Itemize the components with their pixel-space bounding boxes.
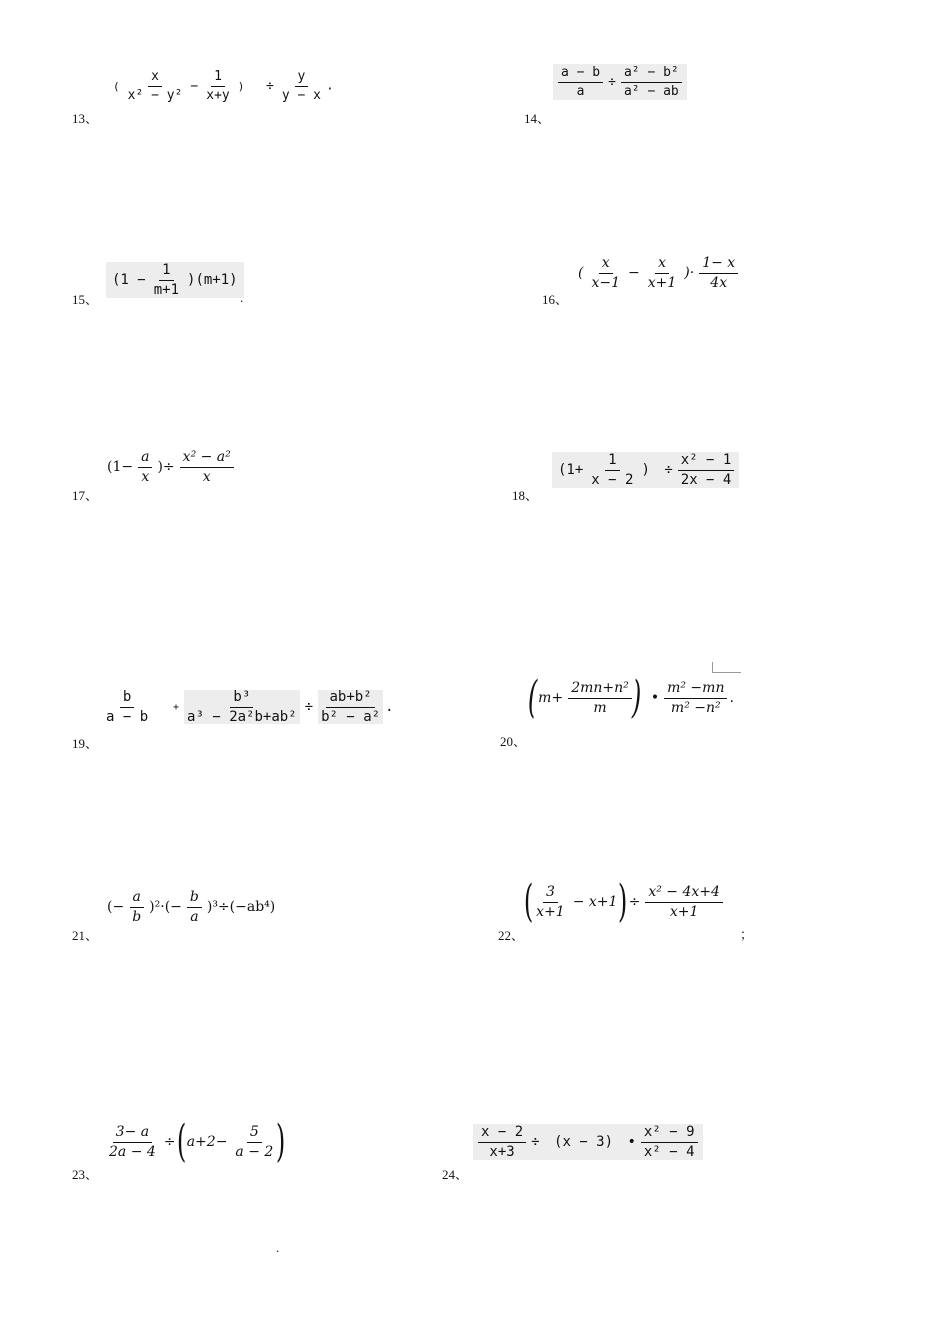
numerator: 3 <box>543 885 558 903</box>
numerator: b <box>187 890 202 908</box>
problem-number: 17、 <box>72 488 99 503</box>
fraction <box>678 453 735 487</box>
denominator: m² −n² <box>670 699 721 716</box>
denominator: a <box>190 908 199 925</box>
problem-number: 21、 <box>72 928 99 943</box>
denominator: x² − y² <box>127 87 183 103</box>
paren-open: (1+ <box>558 462 584 479</box>
fraction <box>180 450 234 484</box>
problem-number: 20、 <box>500 734 527 749</box>
operator: )²·(− <box>149 899 182 916</box>
fraction <box>318 690 383 724</box>
paren-open: ( <box>523 876 534 927</box>
numerator: x² − 4x+4 <box>645 885 723 903</box>
numerator: 1 <box>211 70 225 87</box>
period: . <box>240 290 244 305</box>
denominator: a² − ab <box>623 83 679 99</box>
denominator: 2x − 4 <box>680 471 732 488</box>
fraction <box>129 890 144 924</box>
fraction <box>645 885 723 919</box>
fraction <box>645 256 680 290</box>
operator: ÷ <box>304 699 314 716</box>
numerator: 2mn+n² <box>568 681 632 699</box>
operator: ÷ <box>664 462 673 479</box>
fraction <box>664 681 727 715</box>
denominator: m+1 <box>153 281 180 298</box>
math-expression <box>552 452 739 488</box>
numerator: x <box>148 70 162 87</box>
numerator: x − 2 <box>478 1125 526 1143</box>
numerator: x² − 9 <box>641 1125 698 1143</box>
numerator: ab+b² <box>326 690 374 708</box>
paren-close: ) <box>237 79 245 93</box>
fraction <box>641 1125 698 1159</box>
operator: ÷ <box>266 78 274 94</box>
problem-number: 18、 <box>512 488 539 503</box>
math-expression <box>473 1124 703 1160</box>
period: . <box>325 78 334 94</box>
semicolon: ； <box>740 927 754 942</box>
problem-number: 22、 <box>498 928 525 943</box>
term: (x − 3) <box>554 1134 614 1151</box>
denominator: a − b <box>106 708 149 725</box>
numerator: 5 <box>247 1125 262 1143</box>
fraction <box>588 453 636 487</box>
paren-close: ) <box>641 462 650 479</box>
paren-close: )(m+1) <box>187 272 238 289</box>
denominator: x+3 <box>489 1143 515 1160</box>
fraction <box>103 690 151 724</box>
fraction <box>106 1125 159 1159</box>
math-expression <box>106 262 244 298</box>
fraction <box>279 70 324 102</box>
fraction <box>588 256 623 290</box>
paren-close: ) <box>618 876 628 927</box>
stray-mark <box>712 662 741 673</box>
operator: • <box>650 690 660 706</box>
operator: ÷ <box>608 74 616 90</box>
denominator: y − x <box>281 87 321 103</box>
fraction <box>478 1125 526 1159</box>
paren-close: ) <box>276 1116 286 1167</box>
denominator: x−1 <box>591 274 621 291</box>
fraction <box>203 70 232 102</box>
numerator: a <box>130 890 144 908</box>
paren-close: )÷ <box>157 459 175 476</box>
math-expression <box>104 1116 286 1167</box>
math-expression <box>523 876 725 927</box>
numerator: 1 <box>605 453 619 471</box>
denominator: 2a − 4 <box>109 1143 156 1160</box>
math-expression <box>527 672 734 723</box>
numerator: 1 <box>159 263 173 281</box>
operator: ÷ <box>628 894 641 910</box>
denominator: x+y <box>206 87 230 103</box>
paren-open: ( <box>176 1116 186 1167</box>
numerator: 3− a <box>113 1125 152 1143</box>
numerator: x² − a² <box>180 450 234 468</box>
paren-open: ( <box>113 79 120 93</box>
paren-close: )· <box>684 265 695 282</box>
fraction <box>558 66 603 98</box>
problem-number: 16、 <box>542 292 569 307</box>
stray-dot: . <box>276 1240 280 1255</box>
term: − x+1 <box>572 894 618 910</box>
numerator: a − b <box>558 66 603 83</box>
denominator: a³ − 2a²b+ab² <box>187 708 297 725</box>
operator: + <box>173 701 180 713</box>
numerator: y <box>295 70 309 87</box>
operator: ÷ <box>531 1134 540 1151</box>
numerator: x <box>655 256 669 274</box>
problem-number: 24、 <box>442 1167 469 1182</box>
numerator: b <box>120 690 134 708</box>
math-expression <box>104 450 236 484</box>
fraction <box>184 690 300 724</box>
denominator: b <box>132 908 142 925</box>
denominator: a − 2 <box>235 1143 274 1160</box>
fraction <box>125 70 186 102</box>
problem-number: 13、 <box>72 111 99 126</box>
paren-open: (− <box>107 899 125 916</box>
math-expression <box>553 64 687 100</box>
paren-open: ( <box>578 265 584 282</box>
paren-open: (1 − <box>112 272 146 289</box>
problem-number: 19、 <box>72 736 99 751</box>
denominator: x+1 <box>669 903 699 920</box>
period: . <box>729 690 734 706</box>
fraction <box>568 681 632 715</box>
math-expression <box>575 256 740 290</box>
numerator: 1− x <box>699 256 738 274</box>
denominator: x+1 <box>647 274 677 291</box>
denominator: x² − 4 <box>643 1143 695 1160</box>
problem-number: 14、 <box>524 111 551 126</box>
numerator: b³ <box>230 690 253 708</box>
fraction <box>138 450 152 484</box>
denominator: 4x <box>710 274 728 291</box>
fraction <box>621 66 682 98</box>
paren-close: ) <box>631 672 642 723</box>
numerator: x <box>599 256 613 274</box>
denominator: x <box>141 468 150 485</box>
fraction <box>232 1125 276 1159</box>
fraction <box>151 263 182 297</box>
denominator: m <box>593 699 607 716</box>
math-expression <box>101 690 394 724</box>
denominator: a <box>576 83 585 99</box>
fraction <box>699 256 738 290</box>
problem-number: 23、 <box>72 1167 99 1182</box>
operator: • <box>627 1134 636 1151</box>
paren-open: ( <box>527 672 538 723</box>
denominator: x <box>202 468 211 485</box>
operator: )³÷(−ab⁴) <box>206 899 276 916</box>
fraction <box>187 890 202 924</box>
period: . <box>385 699 394 716</box>
denominator: b² − a² <box>321 708 381 725</box>
term: a+2− <box>186 1134 228 1150</box>
denominator: x − 2 <box>591 471 634 488</box>
operator: − <box>628 265 640 282</box>
math-expression <box>110 70 334 102</box>
operator: − <box>190 78 199 94</box>
operator: ÷ <box>163 1134 176 1150</box>
fraction <box>533 885 568 919</box>
numerator: m² −mn <box>664 681 727 699</box>
numerator: a² − b² <box>621 66 682 83</box>
numerator: a <box>138 450 152 468</box>
math-expression <box>104 890 278 924</box>
denominator: x+1 <box>536 903 565 920</box>
numerator: x² − 1 <box>678 453 735 471</box>
paren-open: (1− <box>107 459 134 476</box>
problem-number: 15、 <box>72 292 99 307</box>
term: m+ <box>538 690 564 706</box>
